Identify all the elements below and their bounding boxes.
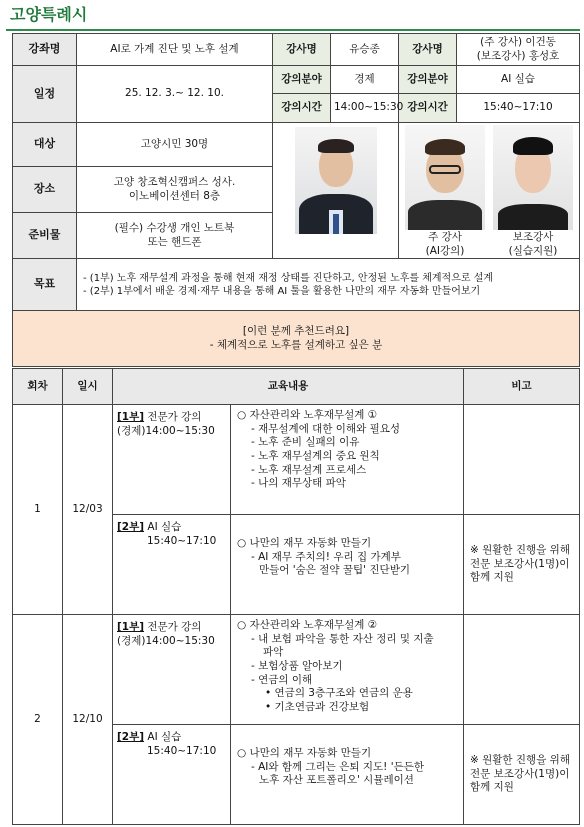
assist-instructor-figure: [493, 125, 573, 257]
list-item: - 나의 재무상태 파악: [251, 477, 346, 490]
round-1-part1-session: [113, 405, 231, 515]
list-item-cont: 노후 자산 포트폴리오' 시뮬레이션: [259, 774, 414, 787]
instructor-left-field: 경제: [331, 66, 399, 94]
content-header: 교육내용: [113, 369, 464, 405]
round-1-part1-note: [464, 405, 580, 515]
instructor-name-label: 강사명: [273, 34, 331, 66]
list-item-cont: 만들어 '숨은 절약 꿀팁' 진단받기: [259, 564, 410, 577]
schedule-table: [12, 368, 580, 825]
recommend-line: - 체계적으로 노후를 설계하고 싶은 분: [209, 338, 383, 351]
part2-title: AI 실습: [144, 731, 182, 743]
round-1-part2-session: [113, 515, 231, 615]
assist-instructor-caption-1: 보조강사: [512, 231, 554, 243]
prep-value: [77, 213, 273, 259]
round-2-part2-session: [113, 725, 231, 825]
schedule-value: 25. 12. 3.~ 12. 10.: [77, 66, 273, 123]
place-value: [77, 167, 273, 213]
content-heading: ○ 나만의 재무 자동화 만들기: [237, 537, 372, 549]
prep-line-2: 또는 핸드폰: [147, 235, 202, 248]
page-title: 고양특례시: [10, 5, 88, 24]
time-label-2: 강의시간: [399, 94, 457, 123]
part1-title: 전문가 강의: [144, 621, 202, 633]
round-1-part2-content: [231, 515, 464, 615]
list-item: - 보험상품 알아보기: [251, 659, 343, 672]
target-label: 대상: [13, 123, 77, 167]
part2-title: AI 실습: [144, 521, 182, 533]
instructor-main-name: (주 강사) 이건동: [480, 35, 556, 48]
list-item: - 재무설계에 대한 이해와 필요성: [251, 422, 400, 435]
field-label: 강의분야: [273, 66, 331, 94]
place-label: 장소: [13, 167, 77, 213]
list-item-cont: 파악: [263, 646, 284, 659]
instructor-right-field: AI 실습: [457, 66, 580, 94]
goal-line-1: - (1부) 노후 재무설계 과정을 통해 현재 재정 상태를 진단하고, 안정된 노후를 체계적으로 설계: [83, 272, 494, 284]
date-header: 일시: [63, 369, 113, 405]
goal-label: 목표: [13, 259, 77, 311]
instructor-right-time: 15:40~17:10: [457, 94, 580, 123]
place-line-2: 이노베이션센터 8층: [128, 189, 221, 202]
assist-instructor-caption-2: (실습지원): [508, 244, 558, 257]
part1-time: (경제)14:00~15:30: [117, 634, 215, 647]
title-divider: [6, 29, 580, 31]
round-2-date: 12/10: [63, 615, 113, 825]
part1-title: 전문가 강의: [144, 411, 202, 423]
main-instructor-figure: [405, 125, 485, 257]
prep-line-1: (필수) 수강생 개인 노트북: [114, 221, 235, 234]
round-2-number: 2: [13, 615, 63, 825]
course-info-table: [12, 33, 580, 367]
bullet-item: • 기초연금과 건강보험: [265, 700, 370, 713]
note-header: 비고: [464, 369, 580, 405]
target-value: 고양시민 30명: [77, 123, 273, 167]
instructor-left-name: 유승종: [331, 34, 399, 66]
round-2-part1-note: [464, 615, 580, 725]
instructor-left-photo: [295, 127, 377, 234]
instructor-left-photo-cell: [273, 123, 399, 259]
assist-instructor-photo: [493, 125, 573, 230]
round-1-part1-content: [231, 405, 464, 515]
recommend-heading: [이런 분께 추천드려요]: [242, 324, 350, 337]
list-item: - 노후 재무설계 프로세스: [251, 463, 367, 476]
round-1-number: 1: [13, 405, 63, 615]
round-1-date: 12/03: [63, 405, 113, 615]
course-name: AI로 가계 진단 및 노후 설계: [77, 34, 273, 66]
recommend-box: [13, 311, 580, 367]
main-instructor-caption-2: (AI강의): [425, 244, 465, 257]
instructor-name-label-2: 강사명: [399, 34, 457, 66]
main-instructor-photo: [405, 125, 485, 230]
list-item: - 내 보험 파악을 통한 자산 정리 및 지출: [251, 632, 434, 645]
instructor-right-names: [457, 34, 580, 66]
goal-line-2: - (2부) 1부에서 배운 경제·재무 내용을 통해 AI 툴을 활용한 나만의 재무 자동화 만들어보기: [83, 285, 481, 297]
prep-label: 준비물: [13, 213, 77, 259]
list-item: - 노후 재무설계의 중요 원칙: [251, 449, 380, 462]
part2-tag: [2부]: [117, 731, 145, 743]
bullet-item: • 연금의 3층구조와 연금의 운용: [265, 687, 413, 700]
list-item: - AI와 함께 그리는 은퇴 지도! '든든한: [251, 760, 425, 773]
round-2-part2-note: ※ 원활한 진행을 위해 전문 보조강사(1명)이 함께 지원: [464, 725, 580, 825]
time-label: 강의시간: [273, 94, 331, 123]
table-row: [13, 615, 580, 725]
list-item: - 연금의 이해: [251, 673, 313, 686]
part2-time: 15:40~17:10: [147, 534, 217, 547]
instructor-left-time: 14:00~15:30: [331, 94, 399, 123]
part1-tag: [1부]: [117, 411, 145, 423]
schedule-label: 일정: [13, 66, 77, 123]
round-header: 회차: [13, 369, 63, 405]
round-1-part2-note: ※ 원활한 진행을 위해 전문 보조강사(1명)이 함께 지원: [464, 515, 580, 615]
part1-time: (경제)14:00~15:30: [117, 424, 215, 437]
round-2-part1-session: [113, 615, 231, 725]
instructor-assist-name: (보조강사) 홍성호: [476, 49, 560, 62]
place-line-1: 고양 창조혁신캠퍼스 성사.: [113, 175, 236, 188]
list-item: - 노후 준비 실패의 이유: [251, 436, 360, 449]
course-label: 강좌명: [13, 34, 77, 66]
round-2-part1-content: [231, 615, 464, 725]
round-2-part2-content: [231, 725, 464, 825]
field-label-2: 강의분야: [399, 66, 457, 94]
part1-tag: [1부]: [117, 621, 145, 633]
content-heading: ○ 자산관리와 노후재무설계 ②: [237, 619, 378, 631]
main-instructor-caption-1: 주 강사: [428, 231, 462, 243]
content-heading: ○ 나만의 재무 자동화 만들기: [237, 747, 372, 759]
part2-tag: [2부]: [117, 521, 145, 533]
goal-value: [77, 259, 580, 311]
part2-time: 15:40~17:10: [147, 744, 217, 757]
list-item: - AI 재무 주치의! 우리 집 가계부: [251, 550, 401, 563]
content-heading: ○ 자산관리와 노후재무설계 ①: [237, 409, 378, 421]
table-row: [13, 405, 580, 515]
instructor-right-photos-cell: [399, 123, 580, 259]
